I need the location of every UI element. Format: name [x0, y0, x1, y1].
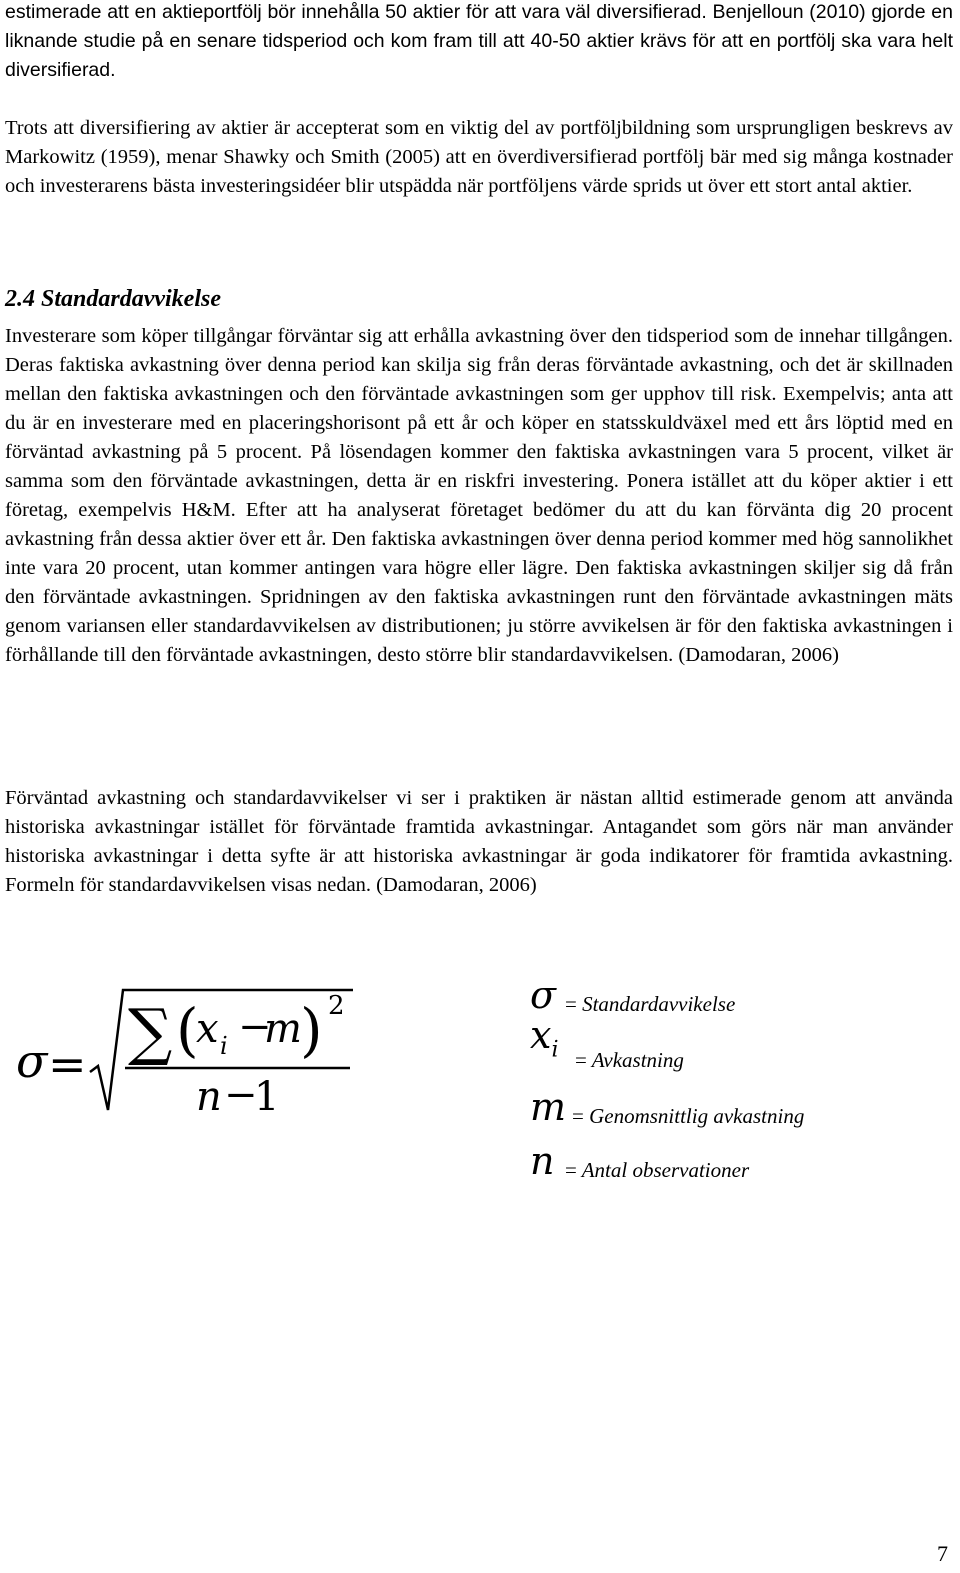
legend-symbol: n	[530, 1139, 555, 1183]
formula-minus: −	[238, 1004, 272, 1050]
legend-description: = Avkastning	[575, 1048, 684, 1072]
legend-description: = Antal observationer	[565, 1158, 750, 1182]
standard-deviation-formula	[10, 970, 360, 1130]
formula-exponent: 2	[328, 991, 345, 1021]
formula-denominator-minus: −	[224, 1072, 258, 1118]
formula-sum: ∑	[128, 995, 173, 1068]
paragraph-risk-definition: Investerare som köper tillgångar förväntar sig att erhålla avkastning över den tidsperiod som de innehar tillgången. Deras faktiska avkastning över denna period kan skilja sig från deras förväntade avkastning, och det är skillnaden mellan den faktiska avkastningen och den förväntade avkastningen som ger upphov till risk. Exempelvis; anta att du är en investerare med en placeringshorisont på ett år och köper en statsskuldväxel med ett års löptid med en förväntad avkastning på 5 procent. På lösendagen kommer den faktiska avkastningen vara 5 procent, vilket är samma som den förväntade avkastningen, detta är en riskfri investering. Ponera istället att du köper aktier i ett företag, exempelvis H&M. Efter att ha analyserat företaget bedömer du att du kan förvänta dig 20 procent avkastning från dessa aktier över ett år. Den faktiska avkastningen över denna period kommer med hög sannolikhet inte vara 20 procent, utan kommer antingen vara högre eller lägre. Den faktiska avkastningen skiljer sig då från den förväntade avkastningen. Spridningen av den faktiska avkastningen runt den förväntade avkastningen mäts genom variansen eller standardavvikelsen av distributionen; ju större avvikelsen är för den faktiska avkastningen i förhållande till den förväntade avkastningen, desto större blir standardavvikelsen. (Damodaran, 2006)	[5, 325, 953, 666]
formula-m: m	[264, 1006, 302, 1052]
formula-x-subscript: i	[220, 1032, 228, 1060]
paragraph-historical-returns: Förväntad avkastning och standardavvikelser vi ser i praktiken är nästan alltid estimerade genom att använda historiska avkastningar istället för förväntade framtida avkastningar. Antagandet som görs när man använder historiska avkastningar i detta syfte är att historiska avkastningar är goda indikatorer för framtida avkastning. Formeln för standardavvikelsen visas nedan. (Damodaran, 2006)	[5, 787, 953, 896]
legend-symbol: σ	[530, 973, 556, 1017]
page-number: 7	[937, 1541, 948, 1566]
legend-description: = Genomsnittlig avkastning	[572, 1104, 805, 1128]
formula-denominator-one: 1	[254, 1074, 280, 1120]
legend-symbol: $x_i$	[530, 1013, 559, 1063]
formula-open-paren: (	[176, 996, 199, 1064]
formula-denominator-n: n	[196, 1074, 222, 1120]
formula-sigma: σ	[16, 1034, 48, 1088]
legend-description: = Standardavvikelse	[565, 992, 736, 1016]
section-heading: 2.4 Standardavvikelse	[5, 286, 221, 312]
formula-x: x	[196, 1006, 219, 1052]
formula-close-paren: )	[300, 996, 323, 1064]
formula-equals: =	[48, 1037, 87, 1091]
legend-symbol: m	[530, 1085, 567, 1129]
paragraph-diversification-studies: estimerade att en aktieportfölj bör innehålla 50 aktier för att vara väl diversifierad. Benjelloun (2010) gjorde en liknande studie på en senare tidsperiod och kom fram till att 40-50 aktier krävs för att en portfölj ska vara helt diversifierad.	[5, 1, 953, 81]
paragraph-overdiversification: Trots att diversifiering av aktier är accepterat som en viktig del av portföljbildning som ursprungligen beskrevs av Markowitz (1959), menar Shawky och Smith (2005) att en överdiversifierad portfölj bär med sig många kostnader och investerarens bästa investeringsidéer blir utspädda när portföljens värde sprids ut över ett stort antal aktier.	[5, 117, 953, 197]
